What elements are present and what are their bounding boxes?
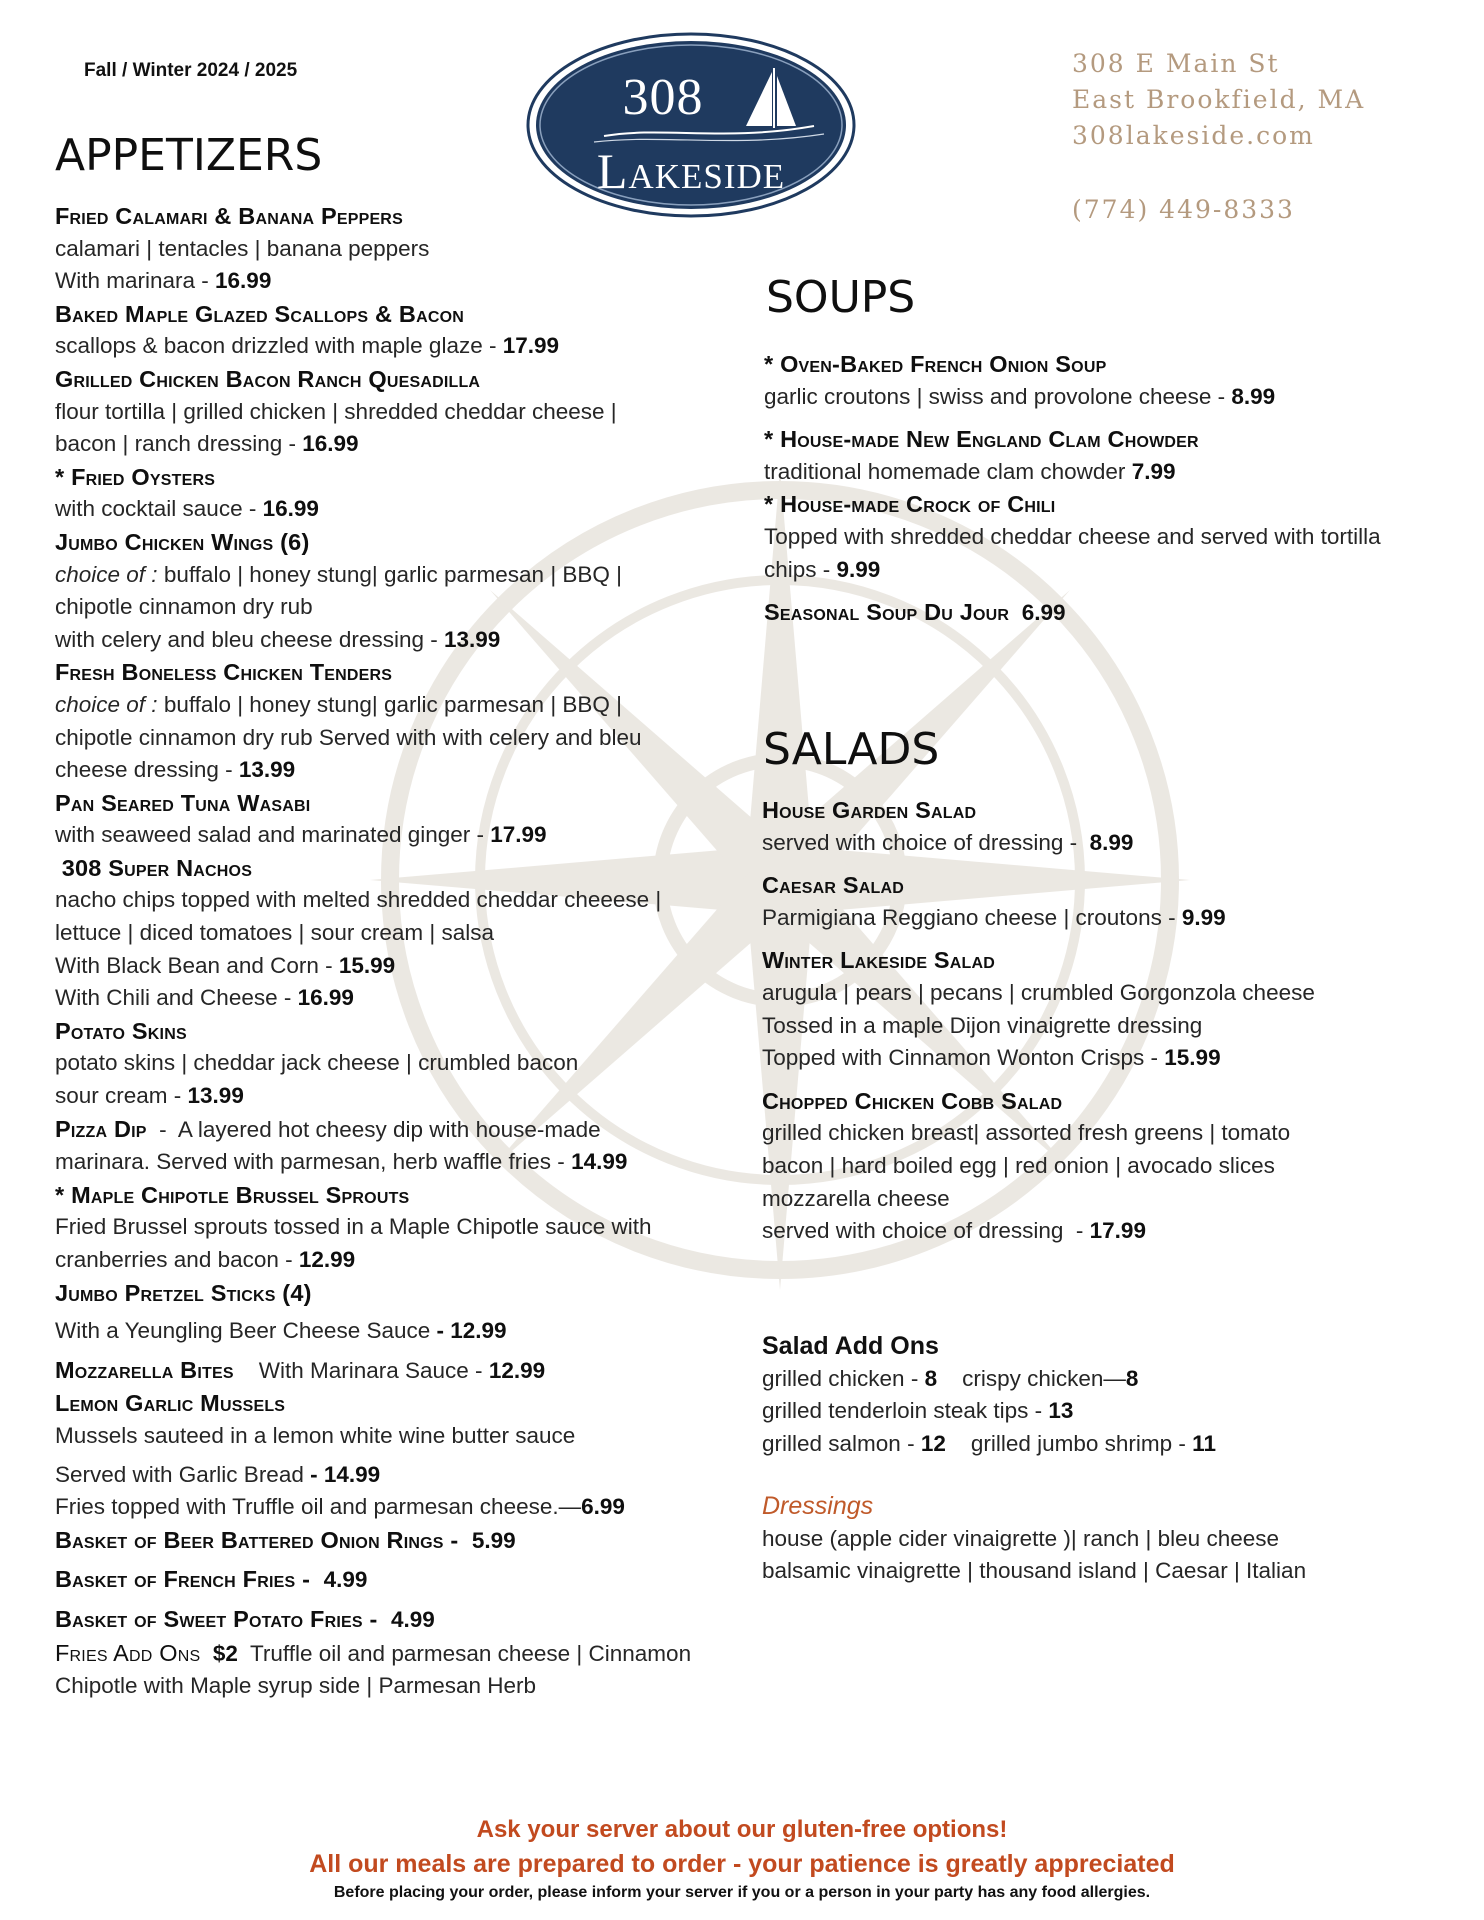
item-price: 9.99 (836, 556, 881, 582)
item-price: 15.99 (1164, 1045, 1221, 1071)
item-name: Fried Calamari & Banana Peppers (55, 203, 403, 229)
menu-item (55, 852, 735, 1015)
item-desc: chipotle cinnamon dry rub Served with with celery and bleu (55, 724, 642, 750)
item-name: Potato Skins (55, 1017, 187, 1044)
item-name: Winter Lakeside Salad (762, 947, 996, 974)
menu-item (55, 1524, 735, 1558)
item-desc: Fried Brussel sprouts tossed in a Maple Chipotle sauce with (55, 1214, 652, 1240)
restaurant-logo (524, 30, 858, 220)
item-desc: Fries topped with Truffle oil and parmesan cheese.— (55, 1494, 582, 1520)
item-desc: Topped with Cinnamon Wonton Crisps - (762, 1045, 1165, 1071)
menu-item (764, 423, 1444, 488)
menu-item (764, 348, 1444, 413)
item-desc: bacon | hard boiled egg | red onion | avocado slices (762, 1152, 1275, 1178)
item-name: * Fried Oysters (55, 463, 216, 490)
item-price: 9.99 (1181, 904, 1226, 930)
phone-number[interactable]: (774) 449-8333 (1072, 195, 1295, 224)
item-price: 12.99 (298, 1247, 356, 1272)
menu-item (55, 526, 735, 656)
item-desc: with cocktail sauce - (55, 496, 263, 522)
menu-item (764, 488, 1444, 586)
soups-heading: SOUPS (766, 272, 916, 323)
item-desc: grilled chicken breast| assorted fresh greens | tomato (762, 1120, 1291, 1146)
salads-heading: SALADS (763, 724, 940, 775)
item-price: 13.99 (187, 1083, 244, 1109)
contact-info (1072, 46, 1365, 228)
menu-item (55, 1015, 735, 1113)
dressings-line: balsamic vinaigrette | thousand island | Caesar | Italian (762, 1558, 1307, 1584)
item-price: 5.99 (471, 1527, 516, 1553)
item-name: Pizza Dip (55, 1115, 147, 1142)
item-desc: Truffle oil and parmesan cheese | Cinnamon (237, 1640, 692, 1666)
item-price: 17.99 (490, 822, 547, 848)
item-name: Jumbo Chicken Wings (6) (55, 528, 310, 555)
item-price: 8.99 (1231, 383, 1276, 409)
menu-item (55, 1354, 735, 1388)
item-price: 12.99 (488, 1357, 546, 1383)
item-desc: Parmigiana Reggiano cheese | croutons - (762, 904, 1182, 930)
item-name: * Oven-Baked French Onion Soup (764, 351, 1107, 377)
item-desc: served with choice of dressing - (762, 829, 1090, 855)
menu-item (55, 1603, 735, 1637)
item-desc: buffalo | honey stung| garlic parmesan | BBQ | (157, 561, 623, 587)
addon-item: grilled tenderloin steak tips - (762, 1398, 1049, 1424)
item-desc: scallops & bacon drizzled with maple glaze - (55, 333, 503, 359)
item-name: House Garden Salad (762, 797, 977, 823)
item-desc: with celery and bleu cheese dressing - (55, 626, 444, 652)
item-desc: served with choice of dressing - (762, 1218, 1090, 1244)
item-price: 17.99 (502, 333, 560, 359)
item-price: - 12.99 (436, 1318, 507, 1344)
item-desc: lettuce | diced tomatoes | sour cream | salsa (55, 920, 494, 946)
item-desc: Topped with shredded cheddar cheese and served with tortilla (764, 523, 1381, 549)
item-price: $2 (200, 1640, 238, 1666)
logo-number: 308 (622, 69, 704, 126)
addon-price: 8 (924, 1365, 938, 1391)
dressings-section (762, 1490, 1442, 1588)
patience-note: All our meals are prepared to order - your patience is greatly appreciated (309, 1850, 1175, 1878)
item-name: Jumbo Pretzel Sticks (4) (55, 1279, 312, 1306)
item-desc: - A layered hot cheesy dip with house-made (146, 1116, 601, 1142)
item-desc: cheese dressing - (55, 757, 239, 783)
menu-item (762, 869, 1442, 934)
item-desc: With marinara - (55, 268, 216, 294)
item-desc: marinara. Served with parmesan, herb waffle fries - (55, 1149, 572, 1175)
item-name: Fries Add Ons (55, 1639, 201, 1666)
item-name: * House-made Crock of Chili (764, 491, 1056, 518)
item-name: Basket of Sweet Potato Fries - (55, 1605, 391, 1632)
menu-item (55, 656, 735, 786)
item-price: 16.99 (215, 268, 272, 294)
item-desc: calamari | tentacles | banana peppers (55, 235, 430, 261)
item-name: Mozzarella Bites (55, 1356, 234, 1383)
soups-list (764, 348, 1444, 630)
menu-item (762, 1085, 1442, 1248)
addon-item: grilled jumbo shrimp - (945, 1430, 1193, 1456)
item-name: Lemon Garlic Mussels (55, 1390, 286, 1417)
appetizers-heading: APPETIZERS (55, 130, 323, 181)
menu-item (55, 298, 735, 363)
item-desc: Mussels sauteed in a lemon white wine butter sauce (55, 1422, 576, 1448)
dressings-line: house (apple cider vinaigrette )| ranch | bleu cheese (762, 1525, 1279, 1551)
addon-price: 12 (920, 1430, 946, 1456)
addon-price: 11 (1192, 1430, 1216, 1456)
item-desc: garlic croutons | swiss and provolone cheese - (764, 383, 1232, 409)
addon-item: grilled chicken - (762, 1365, 925, 1391)
menu-item (55, 1179, 735, 1277)
item-desc: sour cream - (55, 1083, 188, 1109)
item-name: Basket of Beer Battered Onion Rings - (55, 1526, 472, 1553)
item-price: 8.99 (1089, 829, 1134, 855)
item-desc: buffalo | honey stung| garlic parmesan | BBQ | (157, 691, 623, 717)
item-name: Basket of French Fries - (55, 1566, 324, 1593)
menu-item (55, 1637, 735, 1703)
item-price: 16.99 (302, 431, 359, 457)
item-desc: arugula | pears | pecans | crumbled Gorgonzola cheese (762, 979, 1315, 1005)
item-desc: nacho chips topped with melted shredded cheddar cheeese | (55, 887, 662, 913)
item-desc: with seaweed salad and marinated ginger - (55, 822, 491, 848)
item-name: Fresh Boneless Chicken Tenders (55, 659, 393, 686)
allergy-note: Before placing your order, please inform your server if you or a person in your party has any food allergies. (333, 1884, 1151, 1901)
addon-price: 8 (1125, 1365, 1139, 1391)
item-price: 4.99 (390, 1606, 435, 1632)
addon-item: crispy chicken— (937, 1365, 1126, 1391)
item-price: 6.99 (581, 1494, 625, 1520)
item-name: Baked Maple Glazed Scallops & Bacon (55, 300, 464, 327)
menu-item (55, 787, 735, 852)
dressings-title: Dressings (762, 1492, 874, 1520)
item-desc: potato skins | cheddar jack cheese | crumbled bacon (55, 1050, 579, 1076)
item-desc: Served with Garlic Bread (55, 1461, 311, 1487)
item-price: 15.99 (338, 952, 396, 978)
item-name: * Maple Chipotle Brussel Sprouts (55, 1181, 410, 1208)
item-name: Chopped Chicken Cobb Salad (762, 1087, 1063, 1114)
city-state: East Brookfield, MA (1072, 85, 1366, 114)
item-option: With Chili and Cheese - (55, 985, 298, 1011)
season-label: Fall / Winter 2024 / 2025 (84, 60, 298, 81)
logo-name: Lakeside (596, 143, 786, 199)
item-price: 6.99 (1009, 600, 1066, 626)
item-desc: With a Yeungling Beer Cheese Sauce (55, 1318, 437, 1344)
item-name: Caesar Salad (762, 872, 905, 899)
item-choice: choice of : (55, 691, 158, 717)
salad-addons (762, 1330, 1442, 1460)
menu-item (55, 1387, 735, 1523)
item-desc: Tossed in a maple Dijon vinaigrette dressing (762, 1012, 1203, 1038)
menu-item (55, 1277, 735, 1348)
item-price: 13.99 (238, 757, 296, 783)
item-desc: traditional homemade clam chowder (764, 458, 1132, 484)
menu-item (55, 363, 735, 461)
item-name: Pan Seared Tuna Wasabi (55, 789, 311, 816)
item-desc: Chipotle with Maple syrup side | Parmesan Herb (55, 1673, 537, 1699)
item-desc: cranberries and bacon - (55, 1247, 299, 1272)
item-price: 7.99 (1131, 458, 1176, 484)
item-desc: bacon | ranch dressing - (55, 431, 303, 457)
item-price: 13.99 (443, 626, 501, 652)
menu-item (55, 1563, 735, 1597)
addon-item: grilled salmon - (762, 1430, 921, 1456)
salads-list (762, 794, 1442, 1248)
item-price: 4.99 (323, 1567, 368, 1593)
item-name: Grilled Chicken Bacon Ranch Quesadilla (55, 365, 481, 392)
item-option: With Black Bean and Corn - (55, 952, 339, 978)
gluten-free-note: Ask your server about our gluten-free options! (476, 1816, 1008, 1843)
menu-item (55, 200, 735, 298)
website-link[interactable]: 308lakeside.com (1072, 121, 1315, 150)
item-price: - 14.99 (310, 1461, 381, 1487)
addons-title: Salad Add Ons (762, 1332, 939, 1360)
menu-item (764, 596, 1444, 630)
item-price: 16.99 (297, 985, 354, 1011)
appetizers-list (55, 200, 735, 1703)
item-desc: mozzarella cheese (762, 1185, 950, 1211)
item-price: 17.99 (1089, 1218, 1146, 1244)
item-name: Seasonal Soup Du Jour (764, 599, 1010, 626)
menu-item (55, 1113, 735, 1179)
addon-price: 13 (1048, 1398, 1074, 1424)
item-desc: chipotle cinnamon dry rub (55, 594, 313, 620)
item-desc: flour tortilla | grilled chicken | shredded cheddar cheese | (55, 398, 617, 424)
item-name: 308 Super Nachos (55, 854, 253, 881)
item-desc: With Marinara Sauce - (233, 1357, 489, 1383)
menu-item (762, 944, 1442, 1074)
item-price: 16.99 (262, 496, 319, 522)
item-choice: choice of : (55, 561, 158, 587)
menu-item (55, 461, 735, 526)
menu-item (762, 794, 1442, 859)
item-price: 14.99 (571, 1149, 628, 1175)
item-name: * House-made New England Clam Chowder (764, 426, 1199, 453)
street-address: 308 E Main St (1072, 49, 1280, 78)
item-desc: chips - (764, 556, 837, 582)
